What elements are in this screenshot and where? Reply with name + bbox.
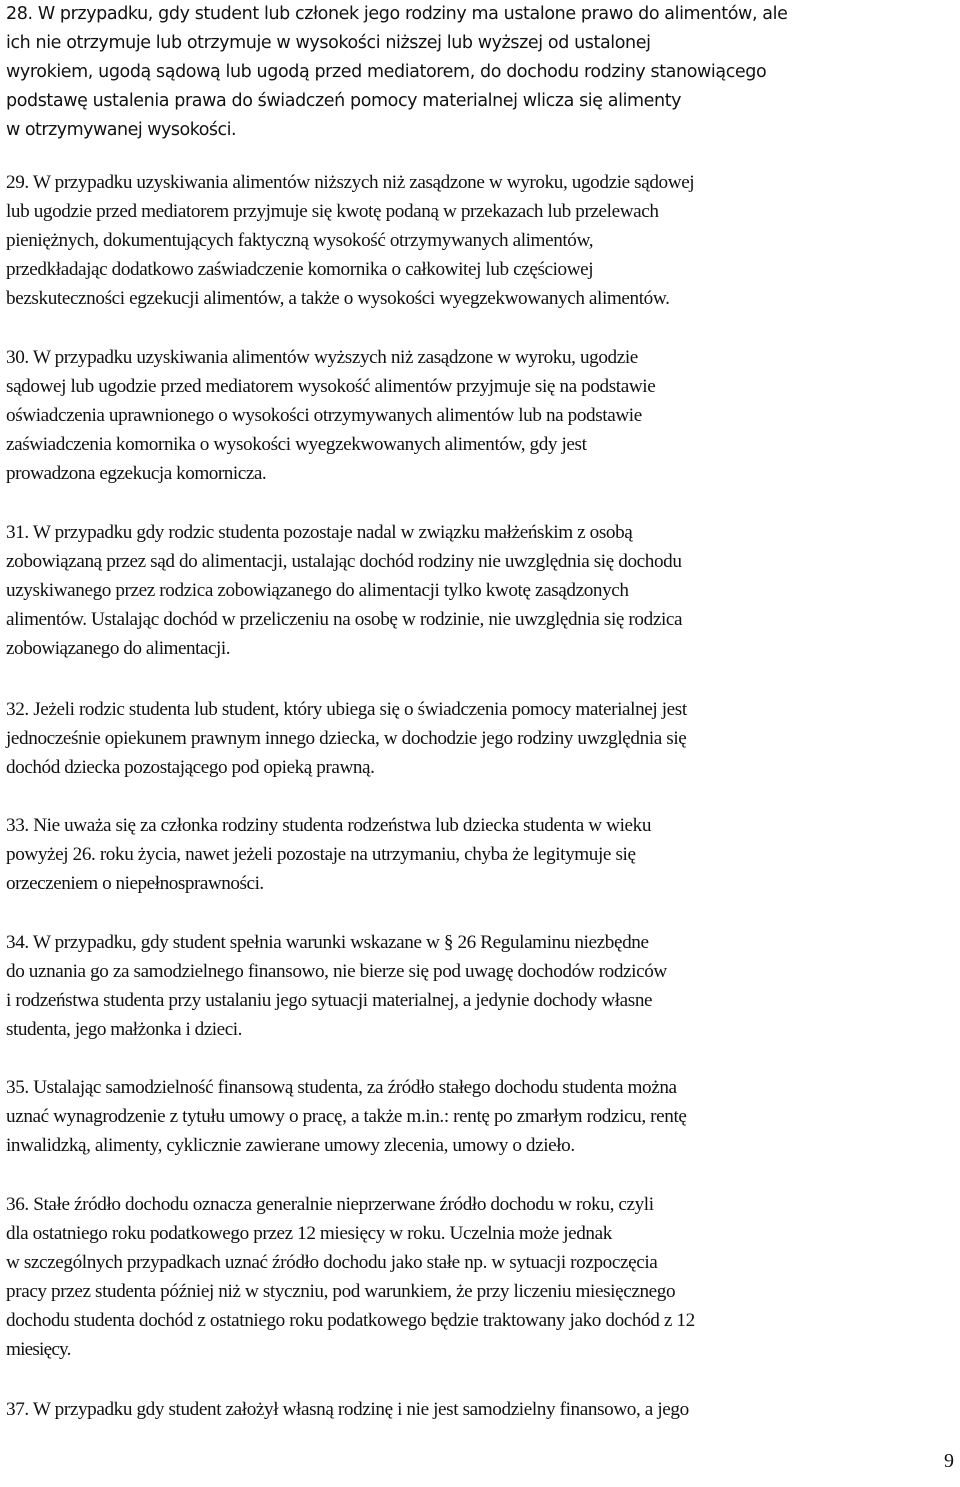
paragraph-line: podstawę ustalenia prawa do świadczeń pomocy materialnej wlicza się alimenty [6,91,682,111]
paragraph-line: zobowiązanego do alimentacji. [6,638,230,659]
paragraph-34 [6,928,960,1044]
paragraph-line: lub ugodzie przed mediatorem przyjmuje się kwotę podaną w przekazach lub przelewach [6,201,659,222]
paragraph-line: dochodu studenta dochód z ostatniego roku podatkowego będzie traktowany jako dochód z 12 [6,1310,695,1331]
paragraph-line: uzyskiwanego przez rodzica zobowiązanego do alimentacji tylko kwotę zasądzonych [6,580,629,601]
paragraph-line: 33. Nie uważa się za członka rodziny studenta rodzeństwa lub dziecka studenta w wieku [6,815,652,836]
paragraph-line: bezskuteczności egzekucji alimentów, a także o wysokości wyegzekwowanych alimentów. [6,288,670,309]
paragraph-32 [6,695,960,782]
paragraph-30 [6,343,960,488]
paragraph-line: do uznania go za samodzielnego finansowo, nie bierze się pod uwagę dochodów rodziców [6,961,667,982]
paragraph-33 [6,811,960,898]
paragraph-line: 35. Ustalając samodzielność finansową studenta, za źródło stałego dochodu studenta można [6,1077,677,1098]
paragraph-line: 34. W przypadku, gdy student spełnia warunki wskazane w § 26 Regulaminu niezbędne [6,932,649,953]
paragraph-line: w szczególnych przypadkach uznać źródło dochodu jako stałe np. w sytuacji rozpoczęcia [6,1252,658,1273]
paragraph-line: w otrzymywanej wysokości. [6,120,237,140]
paragraph-line: 30. W przypadku uzyskiwania alimentów wyższych niż zasądzone w wyroku, ugodzie [6,347,638,368]
paragraph-line: powyżej 26. roku życia, nawet jeżeli pozostaje na utrzymaniu, chyba że legitymuje się [6,844,636,865]
paragraph-line: ich nie otrzymuje lub otrzymuje w wysokości niższej lub wyższej od ustalonej [6,33,651,53]
paragraph-line: 28. W przypadku, gdy student lub członek jego rodziny ma ustalone prawo do alimentów, ale [6,4,788,24]
paragraph-line: sądowej lub ugodzie przed mediatorem wysokość alimentów przyjmuje się na podstawie [6,376,656,397]
paragraph-line: 31. W przypadku gdy rodzic studenta pozostaje nadal w związku małżeńskim z osobą [6,522,633,543]
paragraph-line: orzeczeniem o niepełnosprawności. [6,873,264,894]
paragraph-35 [6,1073,960,1160]
paragraph-line: wyrokiem, ugodą sądową lub ugodą przed mediatorem, do dochodu rodziny stanowiącego [6,62,767,82]
paragraph-line: przedkładając dodatkowo zaświadczenie komornika o całkowitej lub częściowej [6,259,594,280]
paragraph-line: 29. W przypadku uzyskiwania alimentów niższych niż zasądzone w wyroku, ugodzie sądowej [6,172,695,193]
paragraph-line: miesięcy. [6,1339,71,1360]
paragraph-line: studenta, jego małżonka i dzieci. [6,1019,242,1040]
page-number: 9 [944,1450,954,1472]
paragraph-line: inwalidzką, alimenty, cyklicznie zawierane umowy zlecenia, umowy o dzieło. [6,1135,575,1156]
paragraph-line: dochód dziecka pozostającego pod opieką prawną. [6,757,375,778]
paragraph-line: zobowiązaną przez sąd do alimentacji, ustalając dochód rodziny nie uwzględnia się dochodu [6,551,682,572]
paragraph-line: jednocześnie opiekunem prawnym innego dziecka, w dochodzie jego rodziny uwzględnia się [6,728,687,749]
paragraph-31 [6,518,960,663]
paragraph-line: prowadzona egzekucja komornicza. [6,463,267,484]
paragraph-line: alimentów. Ustalając dochód w przeliczeniu na osobę w rodzinie, nie uwzględnia się rodzica [6,609,683,630]
paragraph-line: i rodzeństwa studenta przy ustalaniu jego sytuacji materialnej, a jedynie dochody własne [6,990,653,1011]
paragraph-line: pieniężnych, dokumentujących faktyczną wysokość otrzymywanych alimentów, [6,230,594,251]
paragraph-line: 36. Stałe źródło dochodu oznacza generalnie nieprzerwane źródło dochodu w roku, czyli [6,1194,654,1215]
paragraph-29 [6,168,960,313]
paragraph-28 [6,0,960,145]
paragraph-36 [6,1190,960,1364]
paragraph-line: zaświadczenia komornika o wysokości wyegzekwowanych alimentów, gdy jest [6,434,587,455]
paragraph-line: pracy przez studenta później niż w styczniu, pod warunkiem, że przy liczeniu miesięcznego [6,1281,676,1302]
paragraph-line: uznać wynagrodzenie z tytułu umowy o pracę, a także m.in.: rentę po zmarłym rodzicu, rentę [6,1106,687,1127]
paragraph-line: 32. Jeżeli rodzic studenta lub student, który ubiega się o świadczenia pomocy materialnej jest [6,699,687,720]
paragraph-line: 37. W przypadku gdy student założył własną rodzinę i nie jest samodzielny finansowo, a jego [6,1399,689,1420]
paragraph-line: dla ostatniego roku podatkowego przez 12 miesięcy w roku. Uczelnia może jednak [6,1223,612,1244]
paragraph-line: oświadczenia uprawnionego o wysokości otrzymywanych alimentów lub na podstawie [6,405,642,426]
paragraph-37 [6,1395,960,1424]
